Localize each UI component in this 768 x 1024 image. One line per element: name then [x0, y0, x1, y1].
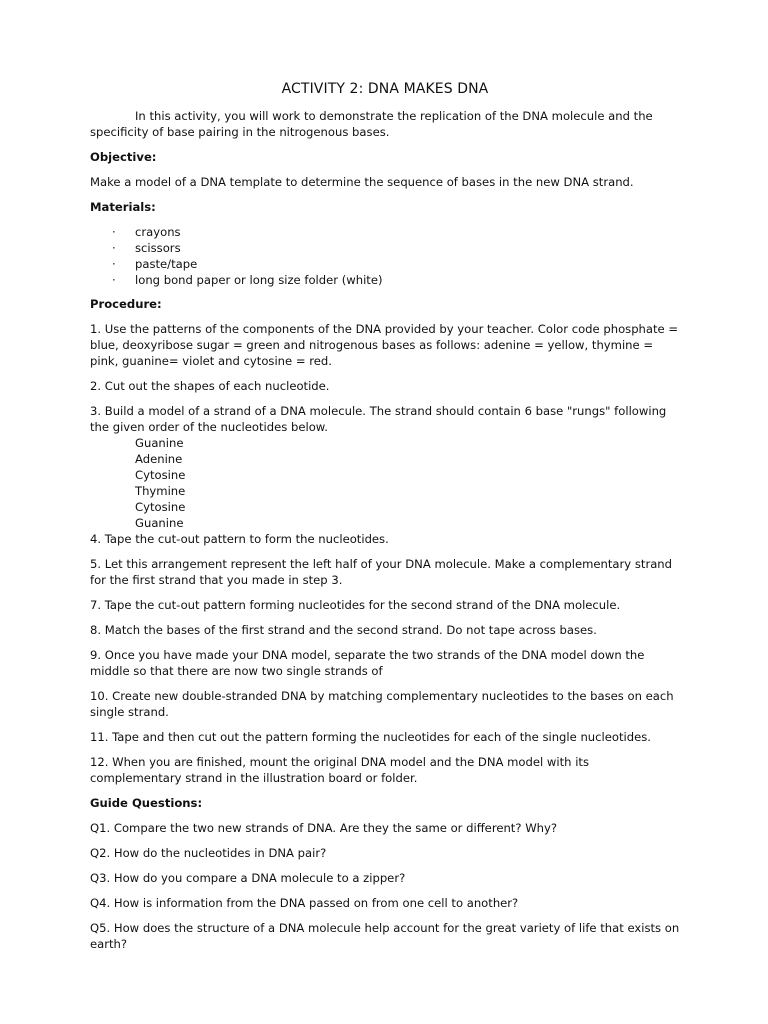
- material-label: crayons: [135, 225, 181, 239]
- list-item: [90, 240, 680, 256]
- bullet-icon: ·: [112, 241, 116, 255]
- material-label: long bond paper or long size folder (white): [135, 273, 383, 287]
- procedure-step-11: 11. Tape and then cut out the pattern forming the nucleotides for each of the single nucleotides.: [90, 730, 651, 744]
- list-item: Cytosine: [135, 500, 186, 514]
- bullet-icon: ·: [112, 273, 116, 287]
- material-label: scissors: [135, 241, 181, 255]
- guide-question-5: Q5. How does the structure of a DNA molecule help account for the great variety of life that exists on earth?: [90, 921, 680, 951]
- guide-question-2: Q2. How do the nucleotides in DNA pair?: [90, 846, 327, 860]
- list-item: [90, 256, 680, 272]
- guide-questions-heading: Guide Questions:: [90, 796, 203, 810]
- list-item: Thymine: [135, 484, 186, 498]
- list-item: [90, 272, 680, 288]
- page-title: ACTIVITY 2: DNA MAKES DNA: [281, 81, 489, 97]
- procedure-step-9: 9. Once you have made your DNA model, separate the two strands of the DNA model down the middle so that there are now two single strands of: [90, 648, 645, 678]
- procedure-step-5: 5. Let this arrangement represent the left half of your DNA molecule. Make a complementary strand for the first strand that you made in step 3.: [90, 557, 673, 587]
- objective-text: Make a model of a DNA template to determine the sequence of bases in the new DNA strand.: [90, 175, 634, 189]
- list-item: Adenine: [135, 452, 183, 466]
- guide-question-1: Q1. Compare the two new strands of DNA. Are they the same or different? Why?: [90, 821, 558, 835]
- material-label: paste/tape: [135, 257, 198, 271]
- procedure-step-10: 10. Create new double-stranded DNA by matching complementary nucleotides to the bases on each single strand.: [90, 689, 674, 719]
- list-item: [90, 224, 680, 240]
- bullet-icon: ·: [112, 225, 116, 239]
- intro-paragraph: In this activity, you will work to demonstrate the replication of the DNA molecule and the specificity of base pairing in the nitrogenous bases.: [90, 109, 653, 139]
- procedure-heading: Procedure:: [90, 297, 162, 311]
- materials-heading: Materials:: [90, 200, 156, 214]
- procedure-step-8: 8. Match the bases of the first strand and the second strand. Do not tape across bases.: [90, 623, 597, 637]
- objective-heading: Objective:: [90, 150, 157, 164]
- procedure-step-3: 3. Build a model of a strand of a DNA molecule. The strand should contain 6 base "rungs" following the given order of the nucleotides below.: [90, 404, 667, 434]
- procedure-step-12: 12. When you are finished, mount the original DNA model and the DNA model with its complementary strand in the illustration board or folder.: [90, 755, 589, 785]
- procedure-step-4: 4. Tape the cut-out pattern to form the nucleotides.: [90, 532, 389, 546]
- document-page: [90, 80, 680, 961]
- procedure-step-7: 7. Tape the cut-out pattern forming nucleotides for the second strand of the DNA molecule.: [90, 598, 621, 612]
- bullet-icon: ·: [112, 257, 116, 271]
- list-item: Guanine: [135, 436, 184, 450]
- nucleotide-order-list: [90, 435, 680, 531]
- procedure-step-1: 1. Use the patterns of the components of the DNA provided by your teacher. Color code phosphate = blue, deoxyribose sugar = green and nitrogenous bases as follows: adenine = yellow, thymine = pink, guanine= violet and cytosine = red.: [90, 322, 679, 368]
- guide-question-4: Q4. How is information from the DNA passed on from one cell to another?: [90, 896, 519, 910]
- list-item: Guanine: [135, 516, 184, 530]
- list-item: Cytosine: [135, 468, 186, 482]
- guide-question-3: Q3. How do you compare a DNA molecule to a zipper?: [90, 871, 406, 885]
- materials-list: [90, 224, 680, 288]
- procedure-step-2: 2. Cut out the shapes of each nucleotide.: [90, 379, 330, 393]
